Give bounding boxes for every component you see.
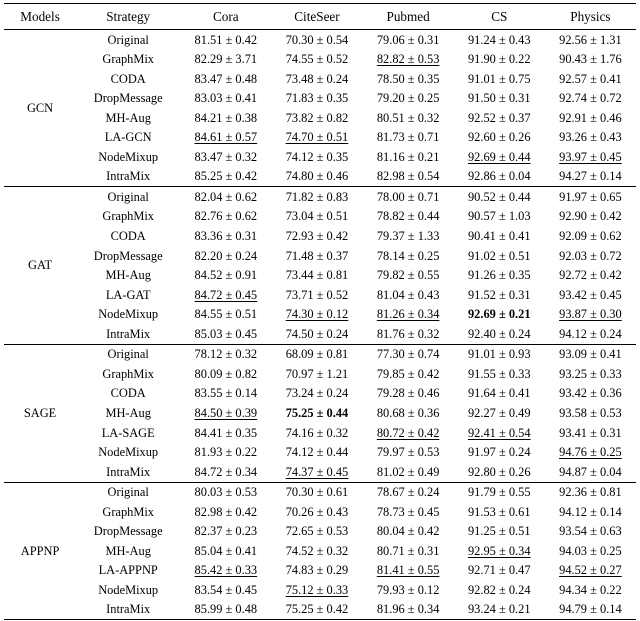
value-cell-pubmed: 80.71 ± 0.31 <box>363 541 454 561</box>
model-cell-sage: SAGE <box>4 344 76 482</box>
value-cell-citeseer: 74.12 ± 0.44 <box>271 442 362 462</box>
value-cell-cora: 83.54 ± 0.45 <box>180 580 271 600</box>
value-cell-pubmed: 81.73 ± 0.71 <box>363 128 454 148</box>
strategy-cell: Original <box>76 187 180 207</box>
value-cell-cs: 91.97 ± 0.24 <box>454 442 545 462</box>
value-cell-cora: 83.55 ± 0.14 <box>180 384 271 404</box>
value-cell-cs: 92.86 ± 0.04 <box>454 167 545 187</box>
table-header-row <box>4 4 636 30</box>
value-cell-cora: 83.03 ± 0.41 <box>180 89 271 109</box>
strategy-cell: Original <box>76 344 180 364</box>
column-header-cora: Cora <box>180 4 271 30</box>
table-row <box>4 89 636 109</box>
strategy-cell: CODA <box>76 384 180 404</box>
value-cell-pubmed: 81.02 ± 0.49 <box>363 462 454 482</box>
table-row <box>4 403 636 423</box>
value-cell-pubmed: 81.41 ± 0.55 <box>363 561 454 581</box>
value-cell-physics: 94.76 ± 0.25 <box>545 442 636 462</box>
value-cell-physics: 92.09 ± 0.62 <box>545 226 636 246</box>
strategy-cell: LA-APPNP <box>76 561 180 581</box>
value-cell-cs: 92.41 ± 0.54 <box>454 423 545 443</box>
value-cell-cora: 82.76 ± 0.62 <box>180 207 271 227</box>
column-header-strategy: Strategy <box>76 4 180 30</box>
value-cell-cora: 84.41 ± 0.35 <box>180 423 271 443</box>
value-cell-citeseer: 73.82 ± 0.82 <box>271 108 362 128</box>
table-row <box>4 50 636 70</box>
model-cell-gat: GAT <box>4 187 76 344</box>
value-cell-cs: 90.52 ± 0.44 <box>454 187 545 207</box>
value-cell-pubmed: 79.85 ± 0.42 <box>363 364 454 384</box>
model-cell-gcn: GCN <box>4 30 76 187</box>
value-cell-cora: 82.37 ± 0.23 <box>180 522 271 542</box>
value-cell-cs: 91.25 ± 0.51 <box>454 522 545 542</box>
strategy-cell: LA-SAGE <box>76 423 180 443</box>
value-cell-citeseer: 75.12 ± 0.33 <box>271 580 362 600</box>
results-table-figure <box>0 3 640 576</box>
table-row <box>4 462 636 482</box>
value-cell-cs: 92.27 ± 0.49 <box>454 403 545 423</box>
table-row <box>4 384 636 404</box>
value-cell-physics: 93.41 ± 0.31 <box>545 423 636 443</box>
value-cell-cs: 92.80 ± 0.26 <box>454 462 545 482</box>
strategy-cell: Original <box>76 30 180 50</box>
value-cell-pubmed: 79.97 ± 0.53 <box>363 442 454 462</box>
value-cell-pubmed: 79.06 ± 0.31 <box>363 30 454 50</box>
value-cell-cs: 92.71 ± 0.47 <box>454 561 545 581</box>
value-cell-physics: 92.03 ± 0.72 <box>545 246 636 266</box>
value-cell-physics: 92.36 ± 0.81 <box>545 482 636 502</box>
value-cell-cora: 84.21 ± 0.38 <box>180 108 271 128</box>
value-cell-citeseer: 74.70 ± 0.51 <box>271 128 362 148</box>
value-cell-physics: 94.87 ± 0.04 <box>545 462 636 482</box>
table-row <box>4 266 636 286</box>
value-cell-cs: 91.01 ± 0.93 <box>454 344 545 364</box>
value-cell-cora: 83.47 ± 0.32 <box>180 147 271 167</box>
value-cell-cora: 84.50 ± 0.39 <box>180 403 271 423</box>
value-cell-cora: 82.20 ± 0.24 <box>180 246 271 266</box>
table-row <box>4 226 636 246</box>
strategy-cell: Original <box>76 482 180 502</box>
value-cell-citeseer: 70.97 ± 1.21 <box>271 364 362 384</box>
value-cell-cora: 82.04 ± 0.62 <box>180 187 271 207</box>
value-cell-cora: 83.36 ± 0.31 <box>180 226 271 246</box>
column-header-pubmed: Pubmed <box>363 4 454 30</box>
value-cell-physics: 92.72 ± 0.42 <box>545 266 636 286</box>
value-cell-pubmed: 80.68 ± 0.36 <box>363 403 454 423</box>
column-header-physics: Physics <box>545 4 636 30</box>
value-cell-physics: 92.91 ± 0.46 <box>545 108 636 128</box>
value-cell-physics: 94.03 ± 0.25 <box>545 541 636 561</box>
value-cell-physics: 92.74 ± 0.72 <box>545 89 636 109</box>
value-cell-cs: 92.60 ± 0.26 <box>454 128 545 148</box>
strategy-cell: IntraMix <box>76 167 180 187</box>
value-cell-citeseer: 72.65 ± 0.53 <box>271 522 362 542</box>
value-cell-cs: 91.52 ± 0.31 <box>454 285 545 305</box>
value-cell-physics: 92.57 ± 0.41 <box>545 69 636 89</box>
value-cell-citeseer: 75.25 ± 0.42 <box>271 600 362 620</box>
strategy-cell: NodeMixup <box>76 580 180 600</box>
value-cell-citeseer: 74.80 ± 0.46 <box>271 167 362 187</box>
value-cell-pubmed: 81.26 ± 0.34 <box>363 305 454 325</box>
value-cell-citeseer: 73.48 ± 0.24 <box>271 69 362 89</box>
value-cell-physics: 94.12 ± 0.14 <box>545 502 636 522</box>
strategy-cell: LA-GAT <box>76 285 180 305</box>
value-cell-pubmed: 79.20 ± 0.25 <box>363 89 454 109</box>
value-cell-citeseer: 74.16 ± 0.32 <box>271 423 362 443</box>
table-row <box>4 246 636 266</box>
value-cell-pubmed: 82.98 ± 0.54 <box>363 167 454 187</box>
value-cell-cora: 85.42 ± 0.33 <box>180 561 271 581</box>
value-cell-pubmed: 81.04 ± 0.43 <box>363 285 454 305</box>
strategy-cell: NodeMixup <box>76 442 180 462</box>
table-row <box>4 502 636 522</box>
value-cell-pubmed: 81.96 ± 0.34 <box>363 600 454 620</box>
strategy-cell: NodeMixup <box>76 305 180 325</box>
value-cell-cora: 84.72 ± 0.45 <box>180 285 271 305</box>
value-cell-physics: 90.43 ± 1.76 <box>545 50 636 70</box>
value-cell-physics: 91.97 ± 0.65 <box>545 187 636 207</box>
value-cell-cora: 85.04 ± 0.41 <box>180 541 271 561</box>
table-row <box>4 285 636 305</box>
model-cell-appnp: APPNP <box>4 482 76 620</box>
value-cell-cs: 92.52 ± 0.37 <box>454 108 545 128</box>
value-cell-cora: 81.93 ± 0.22 <box>180 442 271 462</box>
value-cell-cs: 92.69 ± 0.44 <box>454 147 545 167</box>
value-cell-pubmed: 78.73 ± 0.45 <box>363 502 454 522</box>
value-cell-citeseer: 72.93 ± 0.42 <box>271 226 362 246</box>
value-cell-cora: 82.98 ± 0.42 <box>180 502 271 522</box>
value-cell-cs: 92.40 ± 0.24 <box>454 324 545 344</box>
results-table <box>4 3 636 621</box>
strategy-cell: GraphMix <box>76 207 180 227</box>
table-row <box>4 561 636 581</box>
value-cell-pubmed: 78.00 ± 0.71 <box>363 187 454 207</box>
value-cell-cora: 84.61 ± 0.57 <box>180 128 271 148</box>
value-cell-cora: 84.52 ± 0.91 <box>180 266 271 286</box>
value-cell-pubmed: 80.72 ± 0.42 <box>363 423 454 443</box>
value-cell-pubmed: 77.30 ± 0.74 <box>363 344 454 364</box>
value-cell-cora: 78.12 ± 0.32 <box>180 344 271 364</box>
value-cell-citeseer: 71.82 ± 0.83 <box>271 187 362 207</box>
table-row <box>4 108 636 128</box>
value-cell-citeseer: 70.30 ± 0.61 <box>271 482 362 502</box>
value-cell-cs: 92.82 ± 0.24 <box>454 580 545 600</box>
table-row <box>4 69 636 89</box>
value-cell-citeseer: 74.83 ± 0.29 <box>271 561 362 581</box>
table-row <box>4 324 636 344</box>
value-cell-physics: 93.54 ± 0.63 <box>545 522 636 542</box>
value-cell-citeseer: 73.44 ± 0.81 <box>271 266 362 286</box>
value-cell-cs: 91.24 ± 0.43 <box>454 30 545 50</box>
value-cell-pubmed: 82.82 ± 0.53 <box>363 50 454 70</box>
strategy-cell: CODA <box>76 69 180 89</box>
value-cell-cora: 80.03 ± 0.53 <box>180 482 271 502</box>
value-cell-citeseer: 68.09 ± 0.81 <box>271 344 362 364</box>
value-cell-cs: 91.90 ± 0.22 <box>454 50 545 70</box>
value-cell-citeseer: 70.30 ± 0.54 <box>271 30 362 50</box>
strategy-cell: DropMessage <box>76 246 180 266</box>
value-cell-citeseer: 74.37 ± 0.45 <box>271 462 362 482</box>
value-cell-physics: 93.87 ± 0.30 <box>545 305 636 325</box>
value-cell-citeseer: 71.83 ± 0.35 <box>271 89 362 109</box>
value-cell-physics: 94.34 ± 0.22 <box>545 580 636 600</box>
table-row <box>4 147 636 167</box>
value-cell-citeseer: 75.25 ± 0.44 <box>271 403 362 423</box>
value-cell-citeseer: 71.48 ± 0.37 <box>271 246 362 266</box>
value-cell-physics: 93.97 ± 0.45 <box>545 147 636 167</box>
value-cell-pubmed: 80.51 ± 0.32 <box>363 108 454 128</box>
column-header-cs: CS <box>454 4 545 30</box>
value-cell-citeseer: 73.24 ± 0.24 <box>271 384 362 404</box>
value-cell-cs: 91.02 ± 0.51 <box>454 246 545 266</box>
strategy-cell: CODA <box>76 226 180 246</box>
value-cell-cora: 81.51 ± 0.42 <box>180 30 271 50</box>
table-row <box>4 541 636 561</box>
table-row <box>4 442 636 462</box>
strategy-cell: GraphMix <box>76 50 180 70</box>
strategy-cell: MH-Aug <box>76 266 180 286</box>
value-cell-physics: 94.12 ± 0.24 <box>545 324 636 344</box>
value-cell-cs: 92.69 ± 0.21 <box>454 305 545 325</box>
strategy-cell: MH-Aug <box>76 108 180 128</box>
strategy-cell: NodeMixup <box>76 147 180 167</box>
value-cell-physics: 94.79 ± 0.14 <box>545 600 636 620</box>
value-cell-pubmed: 78.50 ± 0.35 <box>363 69 454 89</box>
strategy-cell: DropMessage <box>76 89 180 109</box>
value-cell-pubmed: 79.82 ± 0.55 <box>363 266 454 286</box>
strategy-cell: IntraMix <box>76 324 180 344</box>
value-cell-pubmed: 79.37 ± 1.33 <box>363 226 454 246</box>
value-cell-cs: 91.64 ± 0.41 <box>454 384 545 404</box>
value-cell-citeseer: 73.71 ± 0.52 <box>271 285 362 305</box>
value-cell-citeseer: 74.55 ± 0.52 <box>271 50 362 70</box>
value-cell-physics: 93.42 ± 0.36 <box>545 384 636 404</box>
table-row <box>4 344 636 364</box>
value-cell-cora: 85.03 ± 0.45 <box>180 324 271 344</box>
strategy-cell: IntraMix <box>76 600 180 620</box>
table-row <box>4 128 636 148</box>
value-cell-cs: 91.26 ± 0.35 <box>454 266 545 286</box>
value-cell-physics: 93.42 ± 0.45 <box>545 285 636 305</box>
value-cell-physics: 94.27 ± 0.14 <box>545 167 636 187</box>
table-row <box>4 30 636 50</box>
value-cell-pubmed: 78.67 ± 0.24 <box>363 482 454 502</box>
value-cell-cs: 91.01 ± 0.75 <box>454 69 545 89</box>
value-cell-citeseer: 74.30 ± 0.12 <box>271 305 362 325</box>
table-row <box>4 364 636 384</box>
value-cell-cs: 92.95 ± 0.34 <box>454 541 545 561</box>
value-cell-pubmed: 81.76 ± 0.32 <box>363 324 454 344</box>
strategy-cell: IntraMix <box>76 462 180 482</box>
value-cell-cs: 91.55 ± 0.33 <box>454 364 545 384</box>
value-cell-cora: 83.47 ± 0.48 <box>180 69 271 89</box>
value-cell-physics: 92.56 ± 1.31 <box>545 30 636 50</box>
table-row <box>4 305 636 325</box>
value-cell-pubmed: 79.28 ± 0.46 <box>363 384 454 404</box>
value-cell-physics: 93.58 ± 0.53 <box>545 403 636 423</box>
value-cell-cora: 80.09 ± 0.82 <box>180 364 271 384</box>
table-row <box>4 207 636 227</box>
value-cell-cs: 91.50 ± 0.31 <box>454 89 545 109</box>
value-cell-physics: 94.52 ± 0.27 <box>545 561 636 581</box>
table-row <box>4 600 636 620</box>
strategy-cell: GraphMix <box>76 364 180 384</box>
value-cell-cora: 85.99 ± 0.48 <box>180 600 271 620</box>
value-cell-pubmed: 78.82 ± 0.44 <box>363 207 454 227</box>
value-cell-physics: 92.90 ± 0.42 <box>545 207 636 227</box>
value-cell-physics: 93.09 ± 0.41 <box>545 344 636 364</box>
table-row <box>4 580 636 600</box>
column-header-models: Models <box>4 4 76 30</box>
table-row <box>4 482 636 502</box>
value-cell-cs: 91.79 ± 0.55 <box>454 482 545 502</box>
value-cell-cs: 91.53 ± 0.61 <box>454 502 545 522</box>
strategy-cell: MH-Aug <box>76 403 180 423</box>
value-cell-physics: 93.26 ± 0.43 <box>545 128 636 148</box>
value-cell-pubmed: 79.93 ± 0.12 <box>363 580 454 600</box>
value-cell-cs: 90.41 ± 0.41 <box>454 226 545 246</box>
value-cell-cora: 84.55 ± 0.51 <box>180 305 271 325</box>
value-cell-pubmed: 80.04 ± 0.42 <box>363 522 454 542</box>
value-cell-pubmed: 78.14 ± 0.25 <box>363 246 454 266</box>
value-cell-citeseer: 74.52 ± 0.32 <box>271 541 362 561</box>
value-cell-cs: 90.57 ± 1.03 <box>454 207 545 227</box>
strategy-cell: DropMessage <box>76 522 180 542</box>
value-cell-citeseer: 70.26 ± 0.43 <box>271 502 362 522</box>
value-cell-citeseer: 73.04 ± 0.51 <box>271 207 362 227</box>
strategy-cell: MH-Aug <box>76 541 180 561</box>
value-cell-cora: 85.25 ± 0.42 <box>180 167 271 187</box>
table-row <box>4 522 636 542</box>
value-cell-cs: 93.24 ± 0.21 <box>454 600 545 620</box>
table-body <box>4 4 636 621</box>
value-cell-cora: 82.29 ± 3.71 <box>180 50 271 70</box>
value-cell-citeseer: 74.12 ± 0.35 <box>271 147 362 167</box>
strategy-cell: LA-GCN <box>76 128 180 148</box>
table-row <box>4 187 636 207</box>
column-header-citeseer: CiteSeer <box>271 4 362 30</box>
value-cell-cora: 84.72 ± 0.34 <box>180 462 271 482</box>
strategy-cell: GraphMix <box>76 502 180 522</box>
value-cell-physics: 93.25 ± 0.33 <box>545 364 636 384</box>
value-cell-citeseer: 74.50 ± 0.24 <box>271 324 362 344</box>
value-cell-pubmed: 81.16 ± 0.21 <box>363 147 454 167</box>
table-row <box>4 167 636 187</box>
table-row <box>4 423 636 443</box>
